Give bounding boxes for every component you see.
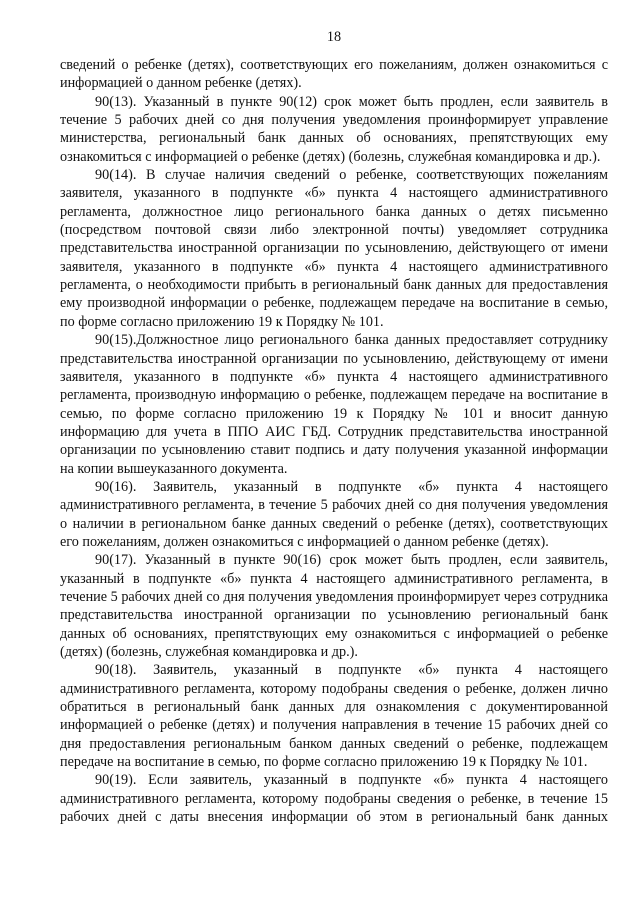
paragraph-90-14: 90(14). В случае наличия сведений о ребенке, соответствующих пожеланиям заявителя, указанного в подпункте «б» пункта 4 настоящего административного регламента, должностное лицо регионального банка данных о детях письменно (посредством почтовой связи либо электронной почты) уведомляет сотрудника представительства иностранной организации по усыновлению, действующего от имени заявителя, указанного в подпункте «б» пункта 4 настоящего административного регламента, о необходимости прибыть в региональный банк данных для предоставления ему производной информации о ребенке, подлежащем передаче на воспитание в семью, по форме согласно приложению 19 к Порядку № 101. [60, 167, 608, 330]
paragraph-90-16: 90(16). Заявитель, указанный в подпункте «б» пункта 4 настоящего административного регламента, в течение 5 рабочих дней со дня получения уведомления о наличии в региональном банке данных сведений о ребенке (детях), соответствующих его пожеланиям, должен ознакомиться с информацией о данном ребенке (детях). [60, 478, 608, 550]
page-number: 18 [326, 29, 342, 45]
paragraph-90-18: 90(18). Заявитель, указанный в подпункте «б» пункта 4 настоящего административного регламента, которому подобраны сведения о ребенке, должен лично обратиться в региональный банк данных для ознакомления с документированной информацией о ребенке (детях) и получения направления в течение 15 рабочих дней со дня предоставления региональным банком данных сведений о ребенке, подлежащем передаче на воспитание в семью, по форме согласно приложению 19 к Порядку № 101. [60, 662, 608, 771]
paragraph-90-17: 90(17). Указанный в пункте 90(16) срок может быть продлен, если заявитель, указанный в подпункте «б» пункта 4 настоящего административного регламента, в течение 5 рабочих дней со дня получения уведомления проинформирует через сотрудника представительства иностранной организации по усыновлению региональный банк данных об основаниях, препятствующих ему ознакомиться с информацией о ребенке (детях) (болезнь, служебная командировка и др.). [60, 552, 608, 660]
paragraph-90-13: 90(13). Указанный в пункте 90(12) срок может быть продлен, если заявитель в течение 5 рабочих дней со дня получения уведомления проинформирует управление министерства, региональный банк данных об основаниях, препятствующих ему ознакомиться с информацией о ребенке (детях) (болезнь, служебная командировка и др.). [60, 93, 608, 165]
paragraph-90-19: 90(19). Если заявитель, указанный в подпункте «б» пункта 4 настоящего административного регламента, которому подобраны сведения о ребенке, в течение 15 рабочих дней с даты внесения информации об этом в региональный банк данных [60, 772, 608, 826]
paragraph-continuation: сведений о ребенке (детях), соответствующих его пожеланиям, должен ознакомиться с информацией о данном ребенке (детях). [60, 57, 608, 92]
paragraph-90-15: 90(15).Должностное лицо регионального банка данных предоставляет сотруднику представительства иностранной организации по усыновлению, действующему от имени заявителя, указанного в подпункте «б» пункта 4 настоящего административного регламента, производную информацию о ребенке, подлежащем передаче на воспитание в семью, по форме согласно приложению 19 к Порядку № 101 и вносит данную информацию для учета в ППО АИС ГБД. Сотрудник представительства иностранной организации по усыновлению ставит подпись и дату получения указанной информации на копии вышеуказанного документа. [60, 332, 608, 477]
